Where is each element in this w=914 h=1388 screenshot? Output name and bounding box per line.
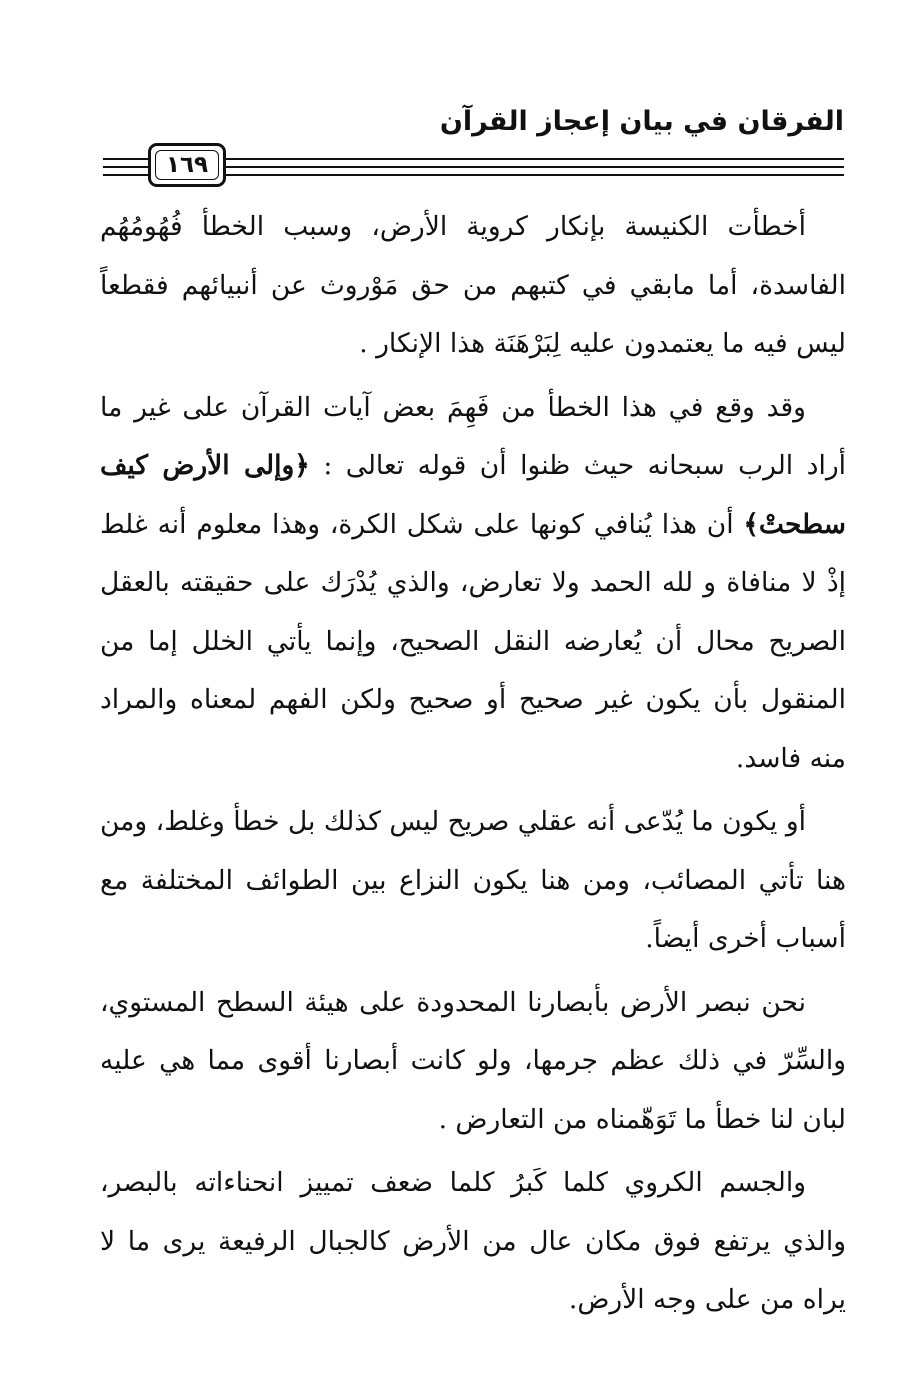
page-number (148, 143, 226, 187)
paragraph-5: والجسم الكروي كلما كَبرُ كلما ضعف تمييز انحناءاته بالبصر، والذي يرتفع فوق مكان عال من الأرض كالجبال الرفيعة يرى ما لا يراه من على وجه الأرض. (100, 1167, 846, 1315)
body-text (100, 198, 846, 1335)
running-title: الفرقان في بيان إعجاز القرآن (439, 106, 844, 137)
quran-bracket-open: ﴿ (294, 450, 310, 481)
quran-verse: وإلى الأرض كيف سطحتْ (100, 450, 846, 540)
paragraph-1: أخطأت الكنيسة بإنكار كروية الأرض، وسبب الخطأ فُهُومُهُم الفاسدة، أما مابقي في كتبهم من حق مَوْروث عن أنبيائهم فقطعاً ليس فيه ما يعتمدون عليه لِبَرْهَنَة هذا الإنكار . (100, 211, 846, 359)
paragraph-4: نحن نبصر الأرض بأبصارنا المحدودة على هيئة السطح المستوي، والسِّرّ في ذلك عظم جرمها، ولو كانت أبصارنا أقوى مما هي عليه لبان لنا خطأ ما تَوَهّمناه من التعارض . (100, 986, 846, 1135)
page-number-label: ١٦٩ (165, 152, 209, 178)
paragraph-3: أو يكون ما يُدّعى أنه عقلي صريح ليس كذلك بل خطأ وغلط، ومن هنا تأتي المصائب، ومن هنا يكون النزاع بين الطوائف المختلفة مع أسباب أخرى أيضاً. (100, 806, 846, 954)
paragraph-2-before: وقد وقع في هذا الخطأ من فَهِمَ بعض آيات القرآن على غير ما أراد الرب سبحانه حيث ظنوا أن قوله تعالى : (100, 391, 846, 481)
quran-bracket-close: ﴾ (743, 508, 759, 540)
paragraph-2-after: أن هذا يُنافي كونها على شكل الكرة، وهذا معلوم أنه غلط إذْ لا منافاة و لله الحمد ولا تعارض، والذي يُدْرَك على حقيقته بالعقل الصريح محال أن يُعارضه النقل الصحيح، وإنما يأتي الخلل إما من المنقول بأن يكون غير صحيح أو صحيح ولكن الفهم لمعناه والمراد منه فاسد. (100, 508, 846, 774)
paragraph-2 (100, 379, 846, 789)
